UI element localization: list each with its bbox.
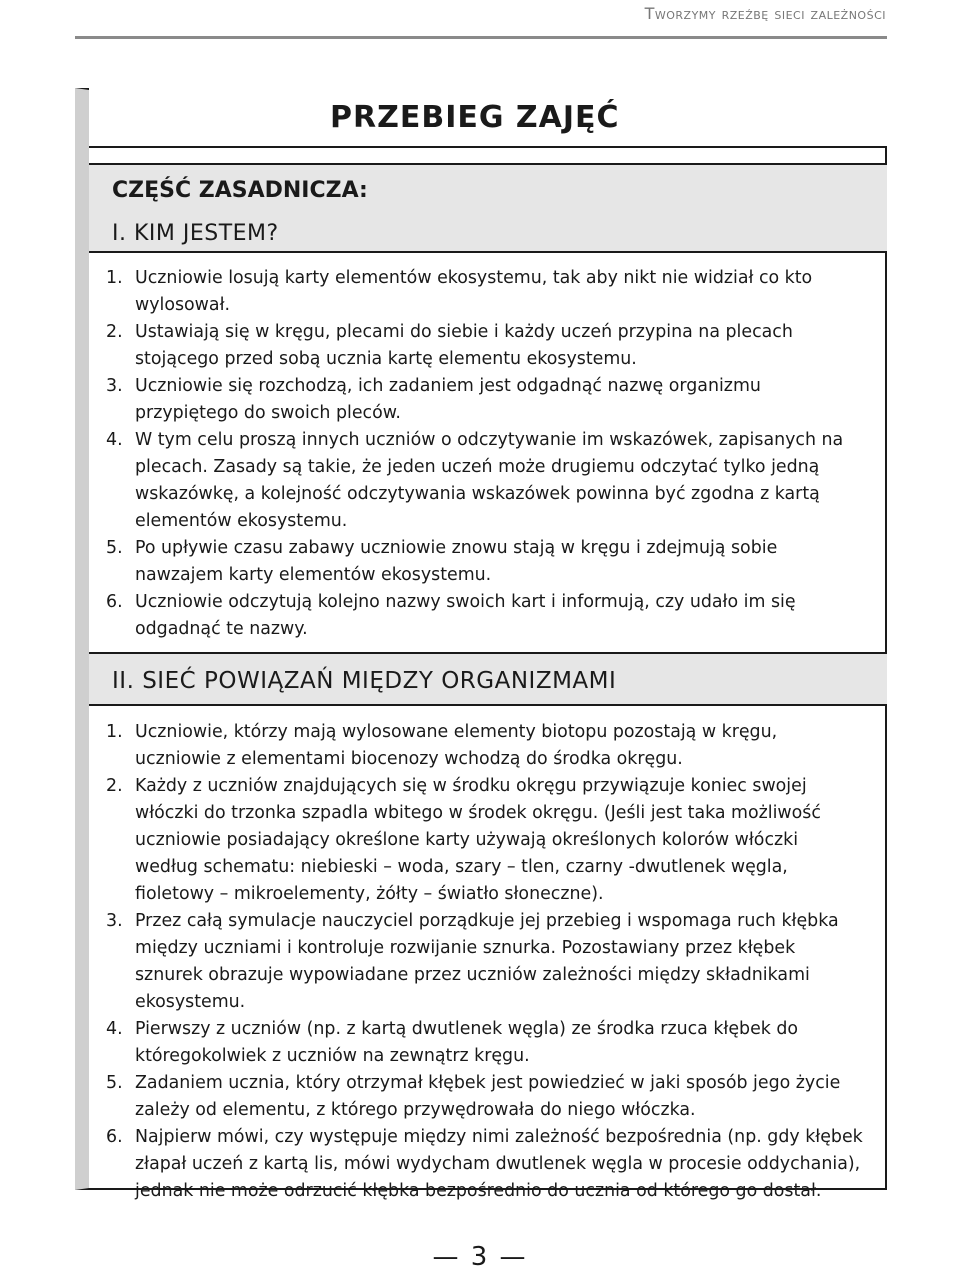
step-text: W tym celu proszą innych uczniów o odczytywanie im wskazówek, zapisanych na plecach. Zasady są takie, że jeden uczeń może drugiemu odczytać tylko jedną wskazówkę, a kolejność odczytywania wskazówek powinna być zgodna z kartą elementów ekosystemu.: [135, 430, 844, 531]
step-number: 2.: [106, 322, 123, 342]
list-item: [106, 719, 866, 773]
list-item: [106, 535, 866, 589]
step-text: Uczniowie losują karty elementów ekosystemu, tak aby nikt nie widział co kto wylosował.: [135, 268, 813, 315]
step-number: 2.: [106, 776, 123, 796]
list-item: [106, 319, 866, 373]
step-number: 3.: [106, 376, 123, 396]
list-item: [106, 773, 866, 908]
step-text: Zadaniem ucznia, który otrzymał kłębek jest powiedzieć w jaki sposób jego życie zależy od elementu, z którego przywędrowała do niego włóczka.: [135, 1073, 841, 1120]
list-item: [106, 373, 866, 427]
list-item: [106, 1124, 866, 1205]
step-text: Ustawiają się w kręgu, plecami do siebie i każdy uczeń przypina na plecach stojącego przed sobą ucznia kartę elementu ekosystemu.: [135, 322, 793, 369]
page-number: — 3 —: [432, 1242, 528, 1272]
step-text: Przez całą symulacje nauczyciel porządkuje jej przebieg i wspomaga ruch kłębka między uczniami i kontroluje rozwijanie sznurka. Pozostawiany przez kłębek sznurek obrazuje wypowiadane przez uczniów zależności między składnikami ekosystemu.: [135, 911, 839, 1012]
step-text: Uczniowie się rozchodzą, ich zadaniem jest odgadnąć nazwę organizmu przypiętego do swoich pleców.: [135, 376, 761, 423]
header-rule: [75, 36, 887, 39]
section1-steps: [106, 265, 866, 643]
list-item: [106, 589, 866, 643]
step-text: Uczniowie odczytują kolejno nazwy swoich kart i informują, czy udało im się odgadnąć te nazwy.: [135, 592, 796, 639]
step-text: Najpierw mówi, czy występuje między nimi zależność bezpośrednia (np. gdy kłębek złapał uczeń z kartą lis, mówi wydycham dwutlenek węgla w procesie oddychania), jednak nie może odrzucić kłębka bezpośrednio do ucznia od którego go dostał.: [135, 1127, 863, 1201]
step-number: 5.: [106, 1073, 123, 1093]
step-number: 4.: [106, 430, 123, 450]
step-text: Uczniowie, którzy mają wylosowane elementy biotopu pozostają w kręgu, uczniowie z elementami biocenozy wchodzą do środka okręgu.: [135, 722, 778, 769]
step-text: Po upływie czasu zabawy uczniowie znowu stają w kręgu i zdejmują sobie nawzajem karty elementów ekosystemu.: [135, 538, 778, 585]
section2-title: II. SIEĆ POWIĄZAŃ MIĘDZY ORGANIZMAMI: [112, 668, 617, 694]
step-number: 1.: [106, 268, 123, 288]
step-text: Każdy z uczniów znajdujących się w środku okręgu przywiązuje koniec swojej włóczki do trzonka szpadla wbitego w środek okręgu. (Jeśli jest taka możliwość uczniowie posiadający określone karty używają określonych kolorów włóczki według schematu: niebieski – woda, szary – tlen, czarny -dwutlenek węgla, fioletowy – mikroelementy, żółty – światło słoneczne).: [135, 776, 821, 904]
running-header: Tworzymy rzeźbę sieci zależności: [644, 4, 886, 23]
section2-steps: [106, 719, 866, 1205]
step-number: 5.: [106, 538, 123, 558]
step-number: 6.: [106, 1127, 123, 1147]
step-number: 4.: [106, 1019, 123, 1039]
list-item: [106, 1016, 866, 1070]
list-item: [106, 427, 866, 535]
section1-title: I. KIM JESTEM?: [112, 221, 279, 246]
step-text: Pierwszy z uczniów (np. z kartą dwutlenek węgla) ze środka rzuca kłębek do któregokolwiek z uczniów na zewnątrz kręgu.: [135, 1019, 799, 1066]
step-number: 6.: [106, 592, 123, 612]
step-number: 3.: [106, 911, 123, 931]
step-number: 1.: [106, 722, 123, 742]
list-item: [106, 265, 866, 319]
list-item: [106, 1070, 866, 1124]
part-label: CZĘŚĆ ZASADNICZA:: [112, 178, 368, 203]
page-title: PRZEBIEG ZAJĘĆ: [330, 100, 620, 135]
list-item: [106, 908, 866, 1016]
